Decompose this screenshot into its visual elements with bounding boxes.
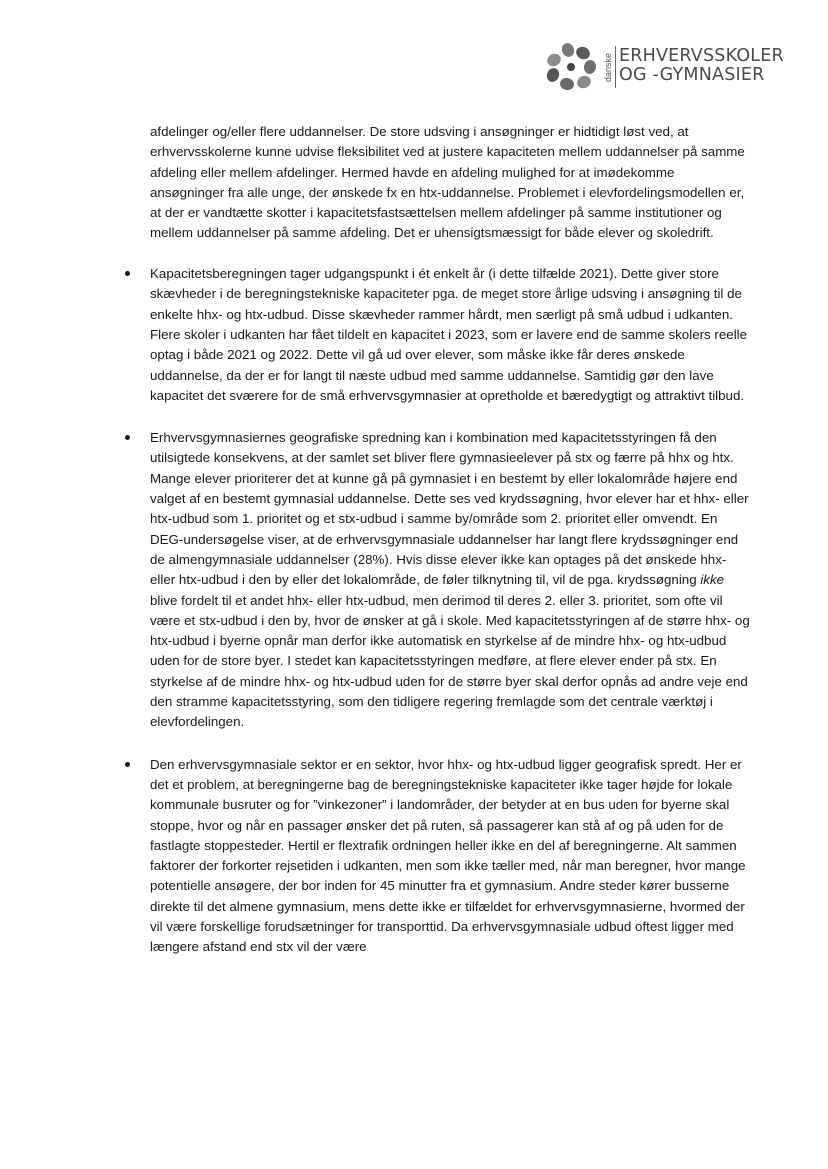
organization-logo <box>544 42 784 92</box>
bullet-text <box>150 428 750 732</box>
bullet-item <box>150 755 750 958</box>
bullet-item <box>150 428 750 732</box>
bullet-text-part1: Erhvervsgymnasiernes geografiske spredning kan i kombination med kapacitetsstyringen få den utilsigtede konsekvens, at der samlet set bliver flere gymnasieelever på stx og færre på hhx og htx. Mange elever prioriterer det at kunne gå på gymnasiet i en bestemt by eller lokalområde højere end valget af en bestemt gymnasial uddannelse. Dette ses ved krydssøgning, hvor elever har et hhx- eller htx-udbud som 1. prioritet og et stx-udbud i samme by/område som 2. prioritet eller omvendt. En DEG-undersøgelse viser, at de erhvervsgymnasiale uddannelser har langt flere krydssøgninger end de almengymnasiale uddannelser (28%). Hvis disse elever ikke kan optages på det ønskede hhx- eller htx-udbud i den by eller det lokalområde, de føler tilknytning til, vil de pga. krydssøgning <box>150 430 749 588</box>
bullet-dot <box>125 271 130 276</box>
logo-title-line1: ERHVERVSSKOLER <box>619 46 784 66</box>
bullet-text: Den erhvervsgymnasiale sektor er en sektor, hvor hhx- og htx-udbud ligger geografisk spredt. Her er det et problem, at beregningerne bag de beregningstekniske kapaciteter ikke tager højde for lokale kommunale busruter og for ”vinkezoner” i landområder, der betyder at en bus uden for byerne skal stoppe, hvor og når en passager ønsker det på ruten, så passagerer kan stå af og på uden for de fastlagte stoppesteder. Hertil er flextrafik ordningen heller ikke en del af beregningerne. Alt sammen faktorer der forkorter rejsetiden i udkanten, men som ikke tæller med, når man beregner, hvor mange potentielle ansøgere, der bor inden for 45 minutter fra et gymnasium. Andre steder kører busserne direkte til det almene gymnasium, mens dette ikke er tilfældet for erhvervsgymnasierne, hvormed der vil være forskellige forudsætninger for transporttid. Da erhvervsgymnasiale udbud oftest ligger med længere afstand end stx vil der være <box>150 756 746 955</box>
pebbles-logo-icon <box>544 42 602 92</box>
logo-title-line2: OG -GYMNASIER <box>619 65 765 85</box>
bullet-dot <box>125 762 130 767</box>
bullet-dot <box>125 435 130 440</box>
logo-divider <box>615 46 616 88</box>
document-body <box>150 122 750 958</box>
bullet-item <box>150 264 750 406</box>
intro-paragraph: afdelinger og/eller flere uddannelser. De store udsving i ansøgninger er hidtidigt løst ved, at erhvervsskolerne kunne udvise fleksibilitet ved at justere kapaciteten mellem uddannelser på samme afdeling eller mellem afdelinger. Hermed havde en afdeling mulighed for at imødekomme ansøgninger fra alle unge, der ønskede fx en htx-uddannelse. Problemet i elevfordelingsmodellen er, at der er vandtætte skotter i kapacitetsfastsættelsen mellem afdelinger på samme institutioner og mellem uddannelser på samme afdeling. Det er uhensigtsmæssigt for både elever og skoledrift. <box>150 124 745 241</box>
bullet-text: Kapacitetsberegningen tager udgangspunkt i ét enkelt år (i dette tilfælde 2021). Dette giver store skævheder i de beregningstekniske kapaciteter pga. de meget store årlige udsving i ansøgning til de enkelte hhx- og htx-udbud. Disse skævheder rammer hårdt, men særligt på små udbud i udkanten. Flere skoler i udkanten har fået tildelt en kapacitet i 2023, som er lavere end de samme skolers reelle optag i både 2021 og 2022. Dette vil gå ud over elever, som måske ikke får deres ønskede uddannelse, da der er for langt til næste udbud med samme uddannelse. Samtidig gør den lave kapacitet det sværere for de små erhvervsgymnasier at opretholde et bæredygtigt og attraktivt tilbud. <box>150 266 748 403</box>
bullet-text-emphasis: ikke <box>700 572 725 588</box>
bullet-text-part2: blive fordelt til et andet hhx- eller htx-udbud, men derimod til deres 2. eller 3. prioritet, som ofte vil være et stx-udbud i den by, hvor de ønsker at gå i skole. Med kapacitetsstyringen af de større hhx- og htx-udbud i byerne opnår man derfor ikke automatisk en styrkelse af de mindre hhx- og htx-udbud uden for de store byer. I stedet kan kapacitetsstyringen medføre, at flere elever ender på stx. En styrkelse af de mindre hhx- og htx-udbud uden for de større byer skal derfor opnås ad andre veje end den stramme kapacitetsstyring, som den tidligere regering fremlagde som det centrale værktøj i elevfordelingen. <box>150 592 750 730</box>
logo-small-text: danske <box>603 52 613 82</box>
